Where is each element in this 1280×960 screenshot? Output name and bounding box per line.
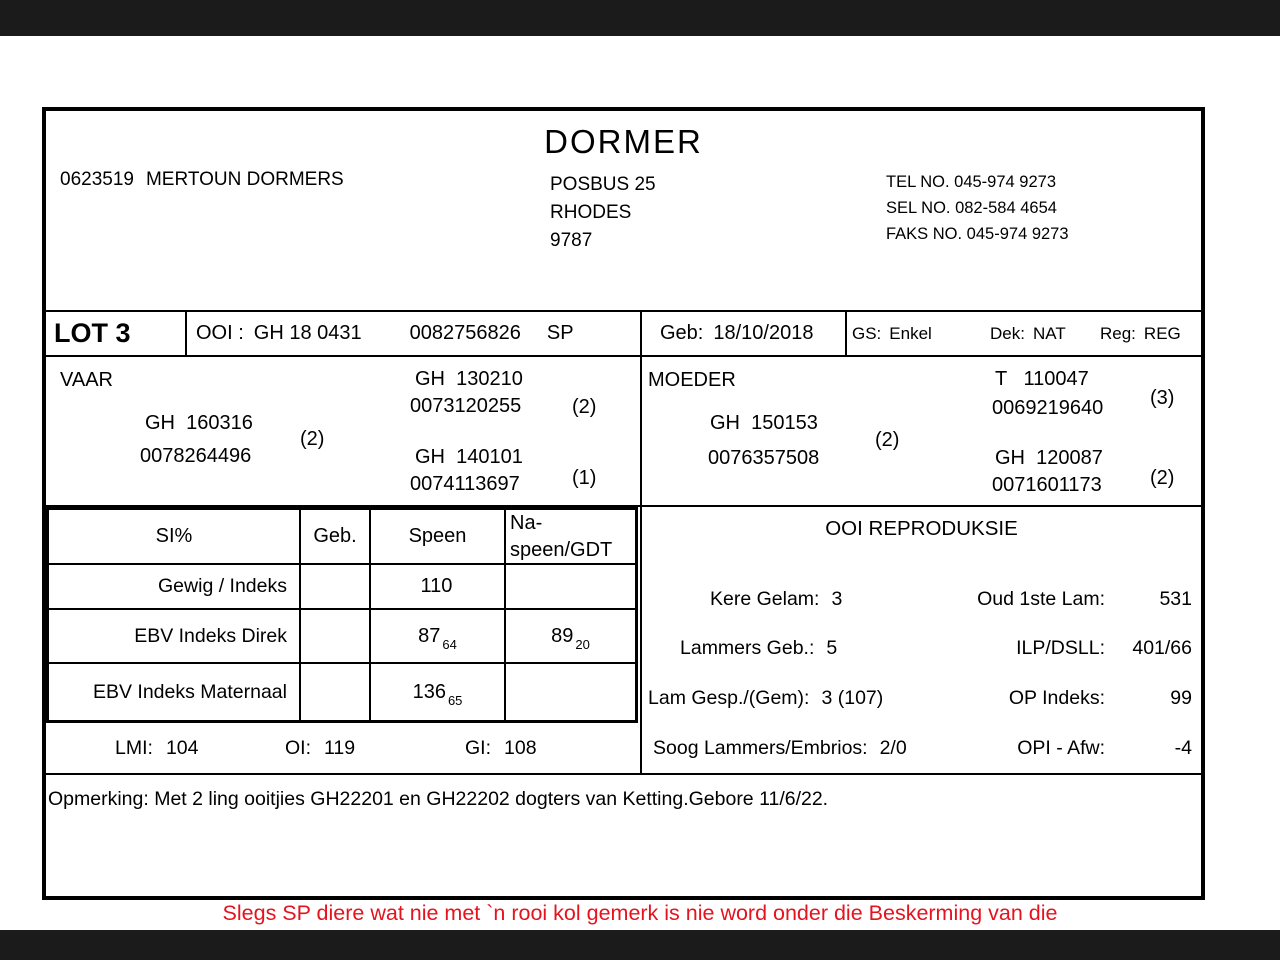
oi-value: 119	[324, 737, 356, 759]
ebv-direk-speen-accuracy: 64	[442, 636, 457, 652]
divider	[185, 312, 187, 355]
geb-value: 18/10/2018	[713, 322, 814, 344]
member-number: 0623519	[60, 169, 134, 190]
soog-lammers-value: 2/0	[879, 737, 907, 759]
lmi-value: 104	[165, 737, 199, 759]
col-header-naspeen: Na-speen/GDT	[506, 510, 635, 565]
reproduction-title: OOI REPRODUKSIE	[825, 517, 1018, 540]
sire-id: GH 160316	[145, 412, 253, 434]
opi-afw-label: OPI - Afw:	[1017, 737, 1105, 759]
dam-dam-id: GH 120087	[995, 447, 1103, 469]
row-label-gewig: Gewig / Indeks	[49, 565, 301, 610]
reproduction-panel	[642, 507, 1201, 773]
divider	[845, 312, 847, 355]
dam-sire-id: T 110047	[995, 368, 1089, 390]
sire-number: 0078264496	[140, 445, 252, 467]
bottom-letterbox-bar	[0, 930, 1280, 960]
address-block	[550, 171, 656, 255]
si-index-table	[46, 507, 638, 723]
pedigree-panel	[46, 357, 1201, 505]
col-header-si: SI%	[49, 510, 301, 565]
ebv-direk-naspeen-value: 89	[551, 624, 574, 647]
kere-gelam-value: 3	[831, 588, 843, 610]
reg-label: Reg:	[1100, 324, 1136, 343]
gi-label: GI:	[465, 737, 492, 759]
oud-1ste-lam-label: Oud 1ste Lam:	[977, 588, 1105, 610]
fax-number: FAKS NO. 045-974 9273	[886, 225, 1069, 243]
soog-lammers-label: Soog Lammers/Embrios:	[653, 737, 868, 759]
dam-dam-mark: (2)	[1150, 467, 1175, 489]
lam-gesp-label: Lam Gesp./(Gem):	[648, 687, 810, 709]
repro-row-3	[642, 684, 1201, 712]
sire-mark: (2)	[300, 428, 325, 450]
dam-id: GH 150153	[710, 412, 818, 434]
breeder-line	[60, 169, 344, 191]
breed-title: DORMER	[544, 123, 703, 160]
op-indeks	[1009, 684, 1192, 712]
gi-index	[465, 723, 537, 773]
contact-block	[886, 169, 1069, 247]
dam-number: 0076357508	[708, 447, 820, 469]
row-label-ebv-maternaal: EBV Indeks Maternaal	[49, 664, 301, 720]
ebv-maternaal-naspeen	[506, 664, 635, 720]
dam-sire-number: 0069219640	[992, 397, 1104, 419]
reg-value: REG	[1143, 324, 1181, 343]
soog-lammers	[653, 734, 907, 762]
gewig-speen	[371, 565, 506, 610]
remark-line: Opmerking: Met 2 ling ooitjies GH22201 en GH22202 dogters van Ketting.Gebore 11/6/22.	[48, 788, 829, 810]
ooi-sp-flag: SP	[546, 322, 574, 344]
ebv-maternaal-speen	[371, 664, 506, 720]
sire-sire-mark: (2)	[572, 396, 597, 418]
oi-label: OI:	[285, 737, 312, 759]
col-header-geb: Geb.	[301, 510, 371, 565]
kere-gelam-label: Kere Gelam:	[710, 588, 820, 610]
registration-status	[1100, 312, 1181, 355]
col-header-speen: Speen	[371, 510, 506, 565]
sire-dam-id: GH 140101	[415, 446, 523, 468]
lam-gesp-value: 3 (107)	[821, 687, 884, 709]
ilp-dsll	[1016, 634, 1192, 662]
gs-value: Enkel	[889, 324, 932, 343]
ebv-maternaal-speen-value: 136	[412, 680, 446, 703]
dam-mark: (2)	[875, 429, 900, 451]
divider	[640, 312, 642, 355]
vaar-label: VAAR	[60, 369, 113, 391]
ebv-maternaal-speen-accuracy: 65	[447, 692, 463, 708]
dam-dam-number: 0071601173	[992, 474, 1102, 496]
gs-label: GS:	[852, 324, 882, 343]
birth-status	[852, 312, 932, 355]
ebv-direk-speen-value: 87	[418, 624, 441, 647]
sire-dam-mark: (1)	[572, 467, 597, 489]
lot-header-row	[46, 310, 1201, 357]
ebv-direk-speen	[371, 610, 506, 664]
repro-row-1	[642, 585, 1201, 613]
moeder-label: MOEDER	[648, 369, 736, 391]
lot-number: LOT 3	[54, 318, 131, 348]
op-indeks-label: OP Indeks:	[1008, 687, 1105, 709]
dam-sire-mark: (3)	[1150, 387, 1175, 409]
ebv-direk-naspeen	[506, 610, 635, 664]
ebv-direk-geb	[301, 610, 371, 664]
gewig-geb	[301, 565, 371, 610]
cell-number: SEL NO. 082-584 4654	[886, 199, 1057, 217]
lammers-geb-value: 5	[826, 637, 838, 659]
sire-sire-number: 0073120255	[410, 395, 522, 417]
geb-label: Geb:	[660, 322, 704, 344]
sire-sire-id: GH 130210	[415, 368, 523, 390]
tel-number: TEL NO. 045-974 9273	[886, 173, 1056, 191]
top-letterbox-bar	[0, 0, 1280, 36]
op-indeks-value: 99	[1170, 687, 1192, 709]
selection-indexes-row	[46, 723, 638, 773]
ilp-dsll-value: 401/66	[1132, 637, 1192, 659]
oud-1ste-lam	[977, 585, 1192, 613]
stud-name: MERTOUN DORMERS	[145, 169, 344, 190]
ooi-id: GH 18 0431	[253, 322, 362, 344]
repro-row-2	[642, 634, 1201, 662]
red-protection-notice: Slegs SP diere wat nie met `n rooi kol gemerk is nie word onder die Beskerming van die	[222, 901, 1058, 925]
opi-afw	[1017, 734, 1192, 762]
row-label-ebv-direk: EBV Indeks Direk	[49, 610, 301, 664]
gewig-naspeen	[506, 565, 635, 610]
address-line-3: 9787	[550, 230, 593, 251]
opi-afw-value: -4	[1174, 737, 1192, 759]
lmi-label: LMI:	[115, 737, 153, 759]
lammers-geb-label: Lammers Geb.:	[680, 637, 815, 659]
address-line-1: POSBUS 25	[550, 174, 656, 195]
birth-date	[660, 312, 813, 355]
ooi-identity	[196, 312, 574, 355]
repro-row-4	[642, 734, 1201, 762]
address-line-2: RHODES	[550, 202, 632, 223]
lmi-index	[115, 723, 198, 773]
ooi-label: OOI :	[196, 322, 244, 344]
ooi-registration-number: 0082756826	[409, 322, 521, 344]
mating-type	[990, 312, 1066, 355]
ebv-maternaal-geb	[301, 664, 371, 720]
dek-value: NAT	[1032, 324, 1066, 343]
ebv-direk-naspeen-accuracy: 20	[575, 636, 590, 652]
gewig-speen-value: 110	[420, 575, 453, 597]
performance-section	[46, 505, 1201, 775]
lam-gesp	[648, 684, 883, 712]
pedigree-divider	[640, 357, 642, 505]
gi-value: 108	[504, 737, 537, 759]
oud-1ste-lam-value: 531	[1159, 588, 1192, 610]
catalog-sheet	[42, 107, 1205, 900]
lammers-geb	[680, 634, 837, 662]
oi-index	[285, 723, 355, 773]
dek-label: Dek:	[990, 324, 1025, 343]
ilp-dsll-label: ILP/DSLL:	[1016, 637, 1105, 659]
sire-dam-number: 0074113697	[410, 473, 520, 495]
kere-gelam	[710, 585, 842, 613]
